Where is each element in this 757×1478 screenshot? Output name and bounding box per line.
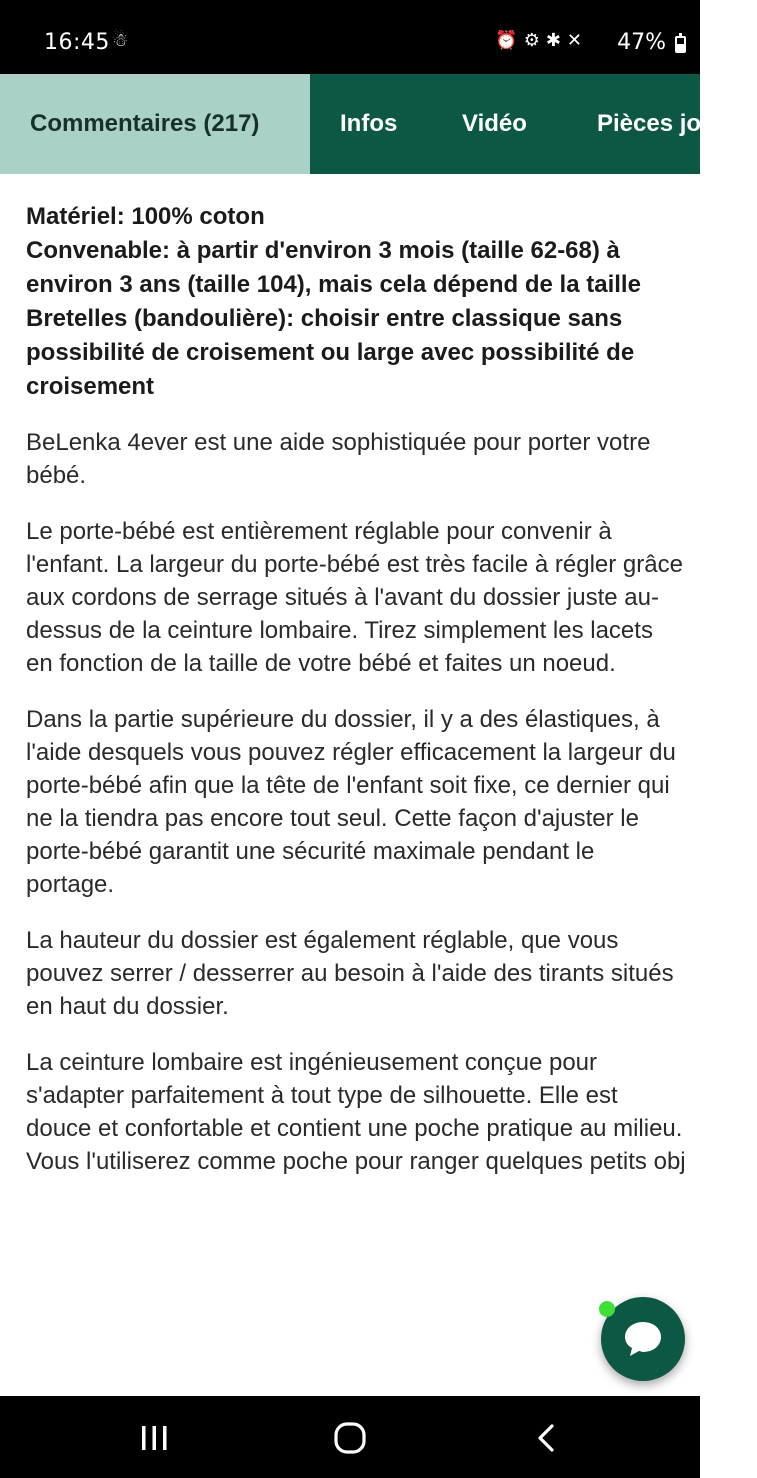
spec-list (26, 200, 686, 404)
description-paragraph: BeLenka 4ever est une aide sophistiquée pour porter votre bébé. (26, 429, 651, 489)
battery-icon (675, 36, 686, 53)
description-paragraph: Le porte-bébé est entièrement réglable pour convenir à l'enfant. La largeur du porte-bébé est très facile à régler grâce aux cordons de serrage situés à l'avant du dossier juste au-dessus de la ceinture lombaire. Tirez simplement les lacets en fonction de la taille de votre bébé et faites un noeud. (26, 518, 683, 677)
tab-bar (0, 74, 757, 174)
spec-straps: Bretelles (bandoulière): choisir entre classique sans possibilité de croisement ou large avec possibilité de croisement (26, 305, 635, 400)
chat-button[interactable] (601, 1297, 685, 1381)
description-paragraph: La ceinture lombaire est ingénieusement conçue pour s'adapter parfaitement à tout type de silhouette. Elle est douce et confortable et contient une poche pratique au milieu. Vous l'utiliserez comme poche pour ranger quelques petits obj (26, 1049, 686, 1175)
product-description (26, 200, 686, 1201)
status-bar (0, 0, 700, 74)
spec-material: Matériel: 100% coton (26, 203, 265, 230)
battery-percentage: 47% (617, 30, 666, 55)
notification-icon: ☃ (112, 30, 129, 51)
home-icon[interactable] (326, 1418, 374, 1458)
status-icons: ⏰⚙✱✕ (495, 30, 588, 51)
tab-comments[interactable]: Commentaires (217) (0, 74, 310, 174)
online-indicator (599, 1301, 615, 1317)
description-paragraph: Dans la partie supérieure du dossier, il y a des élastiques, à l'aide desquels vous pouvez régler efficacement la largeur du porte-bébé afin que la tête de l'enfant soit fixe, ce dernier qui ne la tiendra pas encore tout seul. Cette façon d'ajuster le porte-bébé garantit une sécurité maximale pendant le portage. (26, 706, 676, 898)
system-nav-bar (0, 1396, 700, 1478)
tab-attachments[interactable]: Pièces jointes (597, 110, 757, 137)
recent-apps-icon[interactable] (130, 1418, 178, 1458)
description-paragraph: La hauteur du dossier est également réglable, que vous pouvez serrer / desserrer au besoin à l'aide des tirants situés en haut du dossier. (26, 927, 674, 1020)
tab-info[interactable]: Infos (340, 110, 398, 137)
chat-bubble-icon (621, 1317, 665, 1361)
spec-suitable: Convenable: à partir d'environ 3 mois (taille 62-68) à environ 3 ans (taille 104), mais cela dépend de la taille (26, 237, 641, 298)
back-icon[interactable] (522, 1418, 570, 1458)
status-time: 16:45 (44, 30, 110, 55)
tab-video[interactable]: Vidéo (462, 110, 527, 137)
